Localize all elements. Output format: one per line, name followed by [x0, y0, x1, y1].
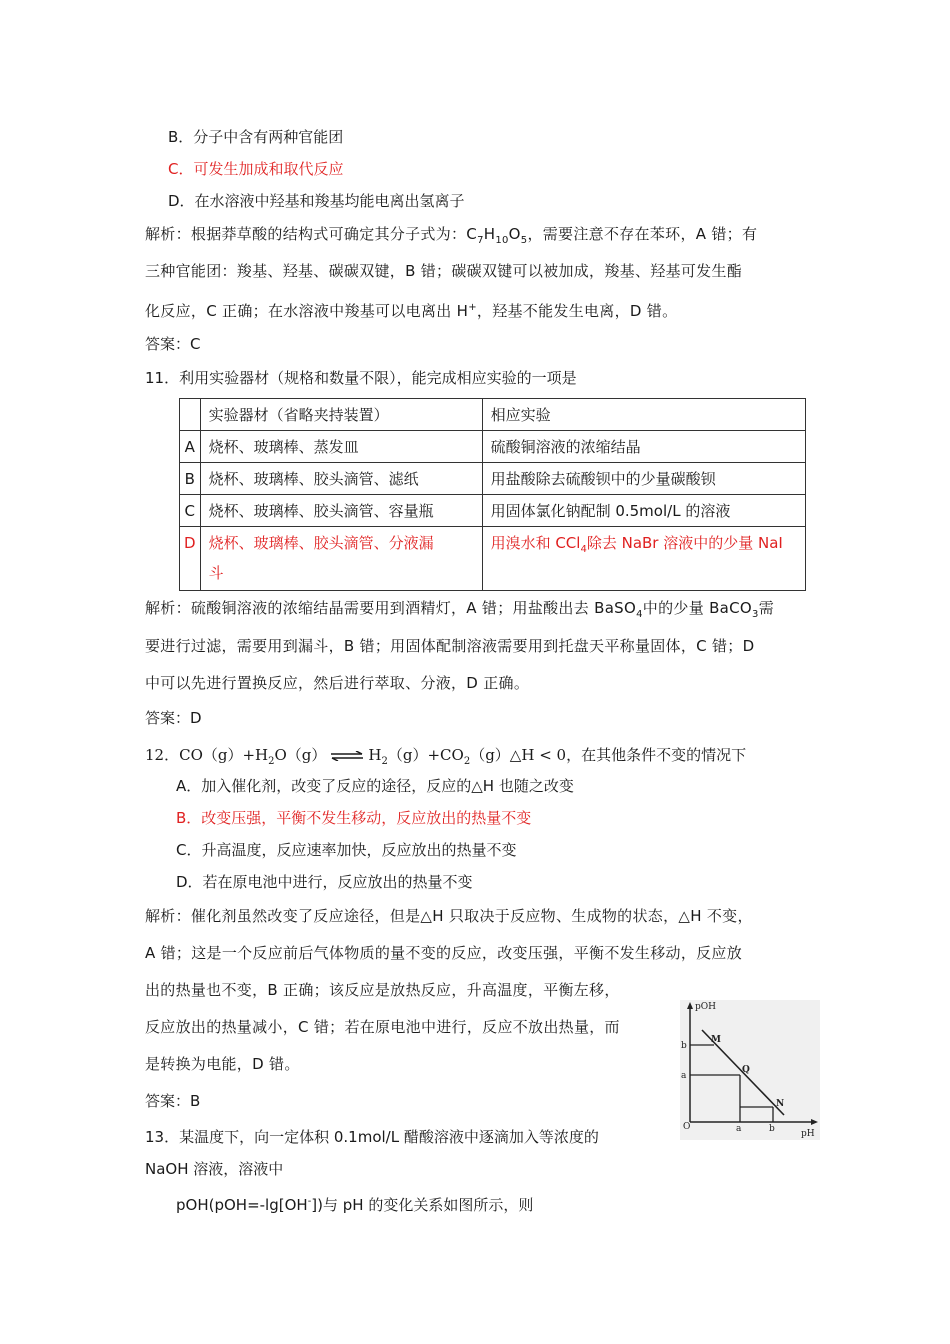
q12-answer: 答案：B [145, 1092, 201, 1110]
q11-analysis-line3: 中可以先进行置换反应，然后进行萃取、分液，D 正确。 [145, 674, 530, 692]
q10-analysis-line1: 解析：根据莽草酸的结构式可确定其分子式为：$C_7H_{10}O_5$，需要注意不存在苯环，A 错；有 [145, 225, 758, 246]
table-row [180, 527, 806, 591]
row-key: A [180, 431, 201, 463]
q10-analysis-line2: 三种官能团：羧基、羟基、碳碳双键，B 错；碳碳双键可以被加成，羧基、羟基可发生酯 [145, 262, 743, 280]
q12-analysis-line5: 是转换为电能，D 错。 [145, 1055, 300, 1073]
row-key: D [180, 527, 201, 591]
row-key: C [180, 495, 201, 527]
table-row [180, 495, 806, 527]
table-header-cell: 实验器材（省略夹持装置） [200, 399, 482, 431]
x-tick-b: b [769, 1124, 775, 1134]
q11-analysis-line2: 要进行过滤，需要用到漏斗，B 错；用固体配制溶液需要用到托盘天平称量固体，C 错；D [145, 637, 755, 655]
table-header-cell [180, 399, 201, 431]
q10-answer: 答案：C [145, 335, 201, 353]
row-equipment: 烧杯、玻璃棒、胶头滴管、容量瓶 [200, 495, 482, 527]
table-row [180, 431, 806, 463]
row-experiment: 用溴水和 CCl$_4$除去 NaBr 溶液中的少量 NaI [482, 527, 805, 591]
q10-option-c: C．可发生加成和取代反应 [168, 160, 344, 178]
q12-analysis-line2: A 错；这是一个反应前后气体物质的量不变的反应，改变压强，平衡不发生移动，反应放 [145, 944, 743, 962]
q12-option-c: C．升高温度，反应速率加快，反应放出的热量不变 [176, 841, 517, 859]
x-axis-label: pH [801, 1129, 815, 1139]
row-equipment: 烧杯、玻璃棒、胶头滴管、分液漏 斗 [200, 527, 482, 591]
x-tick-a: a [736, 1124, 742, 1134]
q10-option-d: D．在水溶液中羟基和羧基均能电离出氢离子 [168, 192, 465, 210]
row-equipment: 烧杯、玻璃棒、胶头滴管、滤纸 [200, 463, 482, 495]
q12-option-b: B．改变压强，平衡不发生移动，反应放出的热量不变 [176, 809, 532, 827]
row-key: B [180, 463, 201, 495]
row-experiment: 硫酸铜溶液的浓缩结晶 [482, 431, 805, 463]
q13-stem-line2: NaOH 溶液，溶液中 [145, 1160, 284, 1178]
table-header-row [180, 399, 806, 431]
q10-analysis-line3: 化反应，C 正确；在水溶液中羧基可以电离出 H+，羟基不能发生电离，D 错。 [145, 302, 678, 320]
q12-analysis-line4: 反应放出的热量减小，C 错；若在原电池中进行，反应不放出热量，而 [145, 1018, 620, 1036]
row-equipment: 烧杯、玻璃棒、蒸发皿 [200, 431, 482, 463]
q12-option-d: D．若在原电池中进行，反应放出的热量不变 [176, 873, 473, 891]
row-experiment: 用固体氯化钠配制 0.5mol/L 的溶液 [482, 495, 805, 527]
point-m: M [711, 1035, 721, 1045]
q11-analysis-line1: 解析：硫酸铜溶液的浓缩结晶需要用到酒精灯，A 错；用盐酸出去 BaSO$_4$中的少量 BaCO$_3$需 [145, 599, 775, 620]
q12-option-a: A．加入催化剂，改变了反应的途径，反应的△H 也随之改变 [176, 777, 574, 795]
q11-answer: 答案：D [145, 709, 202, 727]
y-axis-arrow-icon [687, 1002, 693, 1009]
y-tick-a: a [681, 1071, 687, 1081]
point-n: N [776, 1099, 785, 1109]
q11-table [179, 398, 806, 591]
poh-ph-graph [680, 1000, 820, 1140]
origin-label: O [683, 1122, 691, 1132]
table-row [180, 463, 806, 495]
row-experiment: 用盐酸除去硫酸钡中的少量碳酸钡 [482, 463, 805, 495]
y-axis-label: pOH [695, 1002, 716, 1012]
q10-option-b: B．分子中含有两种官能团 [168, 128, 344, 146]
equilibrium-arrow-icon [330, 751, 364, 761]
table-header-cell: 相应实验 [482, 399, 805, 431]
q13-stem-line3: pOH(pOH=-lg[OH-])与 pH 的变化关系如图所示，则 [176, 1196, 534, 1214]
q13-stem-line1: 13．某温度下，向一定体积 0.1mol/L 醋酸溶液中逐滴加入等浓度的 [145, 1128, 599, 1146]
y-tick-b: b [681, 1041, 687, 1051]
q12-analysis-line3: 出的热量也不变，B 正确；该反应是放热反应，升高温度，平衡左移， [145, 981, 620, 999]
q11-stem: 11．利用实验器材（规格和数量不限），能完成相应实验的一项是 [145, 369, 577, 387]
q12-stem: 12．$CO(g)+H_2O(g)$ $H_2(g)+CO_2(g)\triangle H < 0$，在其他条件不变的情况下 [145, 746, 747, 767]
q12-analysis-line1: 解析：催化剂虽然改变了反应途径，但是△H 只取决于反应物、生成物的状态，△H 不变， [145, 907, 753, 925]
x-axis-arrow-icon [811, 1119, 818, 1125]
point-q: Q [742, 1065, 750, 1075]
